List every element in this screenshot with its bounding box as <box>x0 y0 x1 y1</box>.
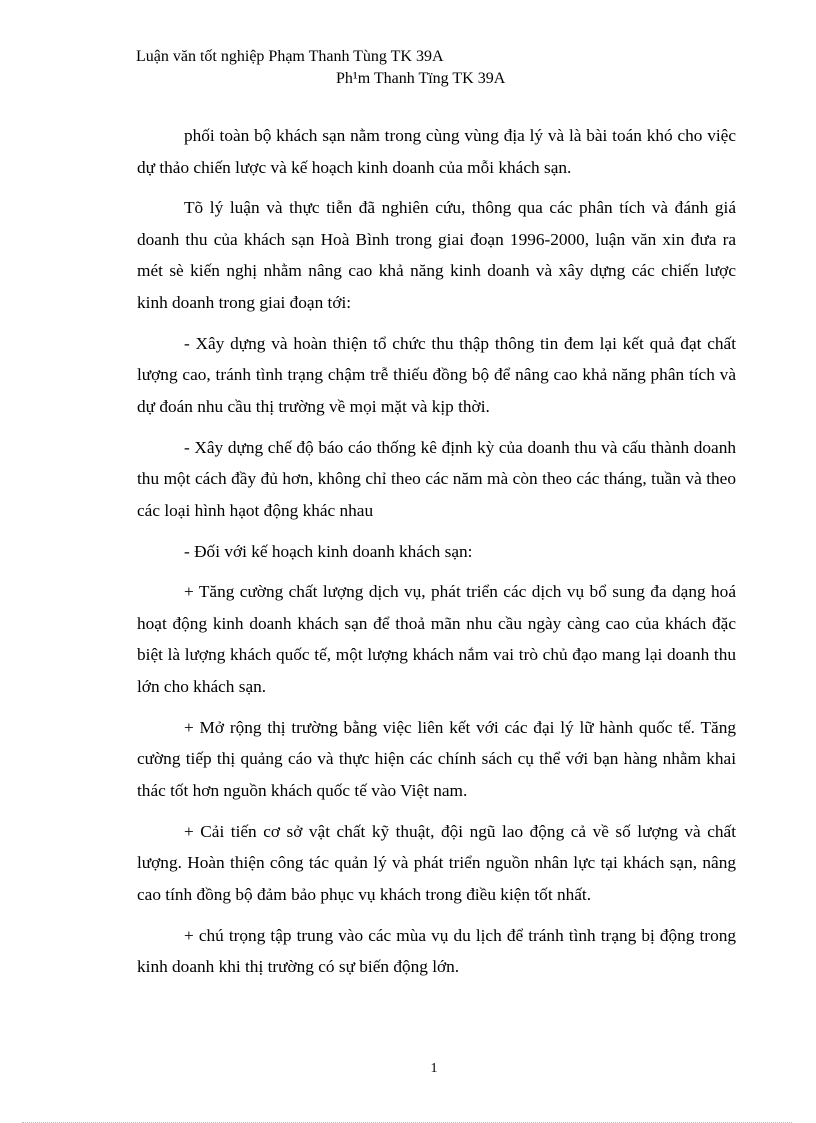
paragraph-6: + Tăng cường chất lượng dịch vụ, phát triển các dịch vụ bổ sung đa dạng hoá hoạt động kinh doanh khách sạn để thoả mãn nhu cầu ngày càng cao của khách đặc biệt là lượng khách quốc tế, một lượng khách nắm vai trò chủ đạo mang lại doanh thu lớn cho khách sạn. <box>137 582 736 696</box>
paragraph-7: + Mở rộng thị trường bằng việc liên kết với các đại lý lữ hành quốc tế. Tăng cường tiếp thị quảng cáo và thực hiện các chính sách cụ thể với bạn hàng nhằm khai thác tốt hơn nguồn khách quốc tế vào Việt nam. <box>137 717 736 800</box>
paragraph-2: Tõ lý luận và thực tiễn đã nghiên cứu, thông qua các phân tích và đánh giá doanh thu của khách sạn Hoà Bình trong giai đoạn 1996-2000, luận văn xin đưa ra mét sè kiến nghị nhằm nâng cao khả năng kinh doanh và xây dựng các chiến lược kinh doanh trong giai đoạn tới: <box>137 198 736 312</box>
paragraph-5: - Đối với kế hoạch kinh doanh khách sạn: <box>184 541 473 561</box>
paragraph-9: + chú trọng tập trung vào các mùa vụ du lịch để tránh tình trạng bị động trong kinh doanh khi thị trường có sự biến động lớn. <box>137 925 736 977</box>
paragraph-4: - Xây dựng chế độ báo cáo thống kê định kỳ của doanh thu và cấu thành doanh thu một cách đầy đủ hơn, không chỉ theo các năm mà còn theo các tháng, tuần và theo các loại hình hạot động khác nhau <box>137 437 736 520</box>
paragraph-1: phối toàn bộ khách sạn nằm trong cùng vùng địa lý và là bài toán khó cho việc dự thảo chiến lược và kế hoạch kinh doanh của mỗi khách sạn. <box>137 126 736 177</box>
header-subtitle: Ph¹m Thanh Tïng TK 39A <box>336 70 506 87</box>
body-text <box>137 120 736 992</box>
paragraph-8: + Cải tiến cơ sở vật chất kỹ thuật, đội ngũ lao động cả về số lượng và chất lượng. Hoàn thiện công tác quản lý và phát triển nguồn nhân lực tại khách sạn, nâng cao tính đồng bộ đảm bảo phục vụ khách trong điều kiện tốt nhất. <box>137 821 736 904</box>
paragraph-3: - Xây dựng và hoàn thiện tổ chức thu thập thông tin đem lại kết quả đạt chất lượng cao, tránh tình trạng chậm trễ thiếu đồng bộ để nâng cao khả năng phân tích và dự đoán nhu cầu thị trường về mọi mặt và kịp thời. <box>137 333 736 416</box>
header-title: Luận văn tốt nghiệp Phạm Thanh Tùng TK 39A <box>136 48 444 65</box>
page-number: 1 <box>430 1061 438 1076</box>
